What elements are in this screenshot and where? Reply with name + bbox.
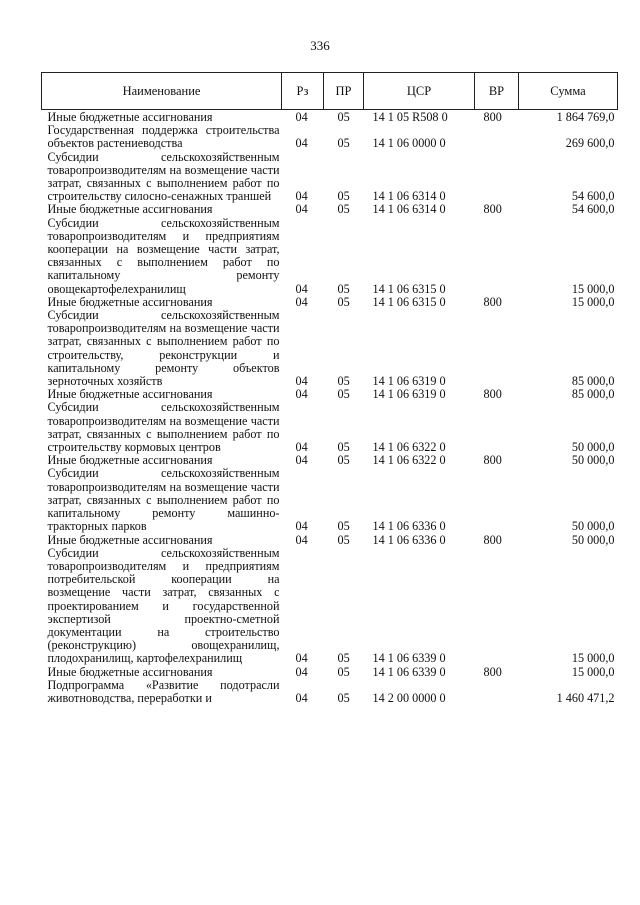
- cell-vr: [475, 151, 519, 204]
- cell-rz: 04: [295, 189, 308, 204]
- cell-sum: 1 864 769,0: [556, 110, 615, 124]
- cell-name: Субсидии сельскохозяйственным товаропроизводителям на возмещение части затрат, связанных с выполнением работ по строительству кормовых центров: [47, 400, 280, 455]
- cell-sum: 269 600,0: [565, 136, 615, 151]
- cell-csr: 14 2 00 0000 0: [372, 690, 446, 705]
- cell-name: Иные бюджетные ассигнования: [47, 294, 213, 309]
- cell-vr: 800: [483, 664, 502, 679]
- cell-pr: 05: [337, 664, 350, 679]
- cell-csr: 14 1 06 0000 0: [372, 136, 446, 151]
- header-sum: Сумма: [519, 73, 618, 110]
- cell-rz: 04: [295, 690, 308, 705]
- cell-vr: 800: [483, 202, 502, 217]
- cell-pr: 05: [337, 453, 350, 468]
- cell-pr: 05: [337, 281, 350, 296]
- cell-pr: 05: [337, 690, 350, 705]
- page-number: 336: [310, 38, 330, 53]
- cell-sum: 50 000,0: [571, 440, 615, 455]
- cell-sum: 85 000,0: [571, 387, 615, 402]
- cell-vr: 800: [483, 532, 502, 547]
- cell-name: Субсидии сельскохозяйственным товаропроизводителям и предприятиям кооперации на возмещение части затрат, связанных с выполнением работ по капитальному ремонту овощекартофелехранилищ: [47, 215, 280, 296]
- table-row: [42, 110, 618, 125]
- cell-name: Подпрограмма «Развитие подотрасли животноводства, переработки и: [47, 677, 280, 705]
- cell-csr: 14 1 06 6315 0: [372, 281, 446, 296]
- cell-rz: 04: [295, 651, 308, 666]
- table-row: [42, 151, 618, 204]
- cell-vr: 800: [483, 387, 502, 402]
- cell-name: Государственная поддержка строительства объектов растениеводства: [47, 123, 280, 151]
- cell-sum: 15 000,0: [571, 294, 615, 309]
- cell-csr: 14 1 06 6314 0: [372, 202, 446, 217]
- cell-vr: [475, 401, 519, 454]
- cell-rz: 04: [295, 440, 308, 455]
- cell-vr: 800: [483, 110, 502, 124]
- cell-pr: 05: [337, 519, 350, 534]
- cell-rz: 04: [295, 532, 308, 547]
- cell-rz: 04: [295, 294, 308, 309]
- cell-vr: [475, 679, 519, 705]
- cell-csr: 14 1 05 R508 0: [372, 110, 448, 124]
- cell-vr: [475, 309, 519, 388]
- cell-pr: 05: [337, 110, 350, 124]
- cell-vr: [475, 217, 519, 296]
- cell-sum: 15 000,0: [571, 281, 615, 296]
- cell-rz: 04: [295, 664, 308, 679]
- table-row: [42, 309, 618, 388]
- cell-pr: 05: [337, 202, 350, 217]
- cell-csr: 14 1 06 6319 0: [372, 374, 446, 389]
- header-rz: Рз: [282, 73, 324, 110]
- cell-sum: 50 000,0: [571, 453, 615, 468]
- cell-name: Иные бюджетные ассигнования: [47, 453, 213, 468]
- cell-name: Субсидии сельскохозяйственным товаропроизводителям и предприятиям потребительской кооперации на возмещение части затрат, связанных с проектированием и государственной экспертизой проектно-сметной документации на строительство (реконструкцию) овощехранилищ, плодохранилищ, картофелехранилищ: [47, 545, 280, 666]
- table-row: [42, 467, 618, 533]
- cell-name: Субсидии сельскохозяйственным товаропроизводителям на возмещение части затрат, связанных с выполнением работ по строительству силосно-сенажных траншей: [47, 149, 280, 204]
- cell-rz: 04: [295, 281, 308, 296]
- table-row: [42, 547, 618, 666]
- cell-pr: 05: [337, 136, 350, 151]
- cell-name: Иные бюджетные ассигнования: [47, 387, 213, 402]
- cell-csr: 14 1 06 6315 0: [372, 294, 446, 309]
- table-row: [42, 217, 618, 296]
- table-row: [42, 534, 618, 547]
- cell-csr: 14 1 06 6322 0: [372, 453, 446, 468]
- cell-sum: 85 000,0: [571, 374, 615, 389]
- cell-csr: 14 1 06 6339 0: [372, 651, 446, 666]
- cell-csr: 14 1 06 6336 0: [372, 532, 446, 547]
- cell-vr: [475, 467, 519, 533]
- cell-rz: 04: [295, 387, 308, 402]
- budget-table: [41, 72, 618, 705]
- cell-csr: 14 1 06 6336 0: [372, 519, 446, 534]
- header-name: Наименование: [42, 73, 282, 110]
- header-csr: ЦСР: [364, 73, 475, 110]
- cell-pr: 05: [337, 532, 350, 547]
- cell-sum: 50 000,0: [571, 532, 615, 547]
- cell-pr: 05: [337, 651, 350, 666]
- table-row: [42, 124, 618, 150]
- cell-name: Иные бюджетные ассигнования: [47, 110, 213, 124]
- cell-name: Субсидии сельскохозяйственным товаропроизводителям на возмещение части затрат, связанных с выполнением работ по строительству, реконструкции и капитальному ремонту объектов зерноточных хозяйств: [47, 308, 280, 389]
- cell-rz: 04: [295, 136, 308, 151]
- cell-vr: [475, 547, 519, 666]
- table-row: [42, 679, 618, 705]
- cell-rz: 04: [295, 202, 308, 217]
- cell-pr: 05: [337, 294, 350, 309]
- table-row: [42, 401, 618, 454]
- cell-vr: [475, 124, 519, 150]
- cell-sum: 1 460 471,2: [556, 690, 615, 705]
- cell-vr: 800: [483, 294, 502, 309]
- cell-name: Иные бюджетные ассигнования: [47, 532, 213, 547]
- cell-name: Иные бюджетные ассигнования: [47, 202, 213, 217]
- cell-sum: 54 600,0: [571, 202, 615, 217]
- cell-name: Субсидии сельскохозяйственным товаропроизводителям на возмещение части затрат, связанных с выполнением работ по капитальному ремонту машинно-тракторных парков: [47, 466, 280, 534]
- cell-csr: 14 1 06 6339 0: [372, 664, 446, 679]
- table-body: [42, 110, 618, 706]
- cell-pr: 05: [337, 387, 350, 402]
- cell-rz: 04: [295, 110, 308, 124]
- table-header-row: [42, 73, 618, 110]
- table-row: [42, 666, 618, 679]
- header-vr: ВР: [475, 73, 519, 110]
- cell-rz: 04: [295, 519, 308, 534]
- header-pr: ПР: [324, 73, 364, 110]
- cell-csr: 14 1 06 6319 0: [372, 387, 446, 402]
- cell-pr: 05: [337, 440, 350, 455]
- cell-rz: 04: [295, 453, 308, 468]
- cell-pr: 05: [337, 189, 350, 204]
- cell-sum: 50 000,0: [571, 519, 615, 534]
- cell-csr: 14 1 06 6314 0: [372, 189, 446, 204]
- cell-csr: 14 1 06 6322 0: [372, 440, 446, 455]
- cell-sum: 15 000,0: [571, 664, 615, 679]
- cell-pr: 05: [337, 374, 350, 389]
- table-row: [42, 203, 618, 216]
- cell-sum: 15 000,0: [571, 651, 615, 666]
- cell-vr: 800: [483, 453, 502, 468]
- cell-name: Иные бюджетные ассигнования: [47, 664, 213, 679]
- cell-rz: 04: [295, 374, 308, 389]
- cell-sum: 54 600,0: [571, 189, 615, 204]
